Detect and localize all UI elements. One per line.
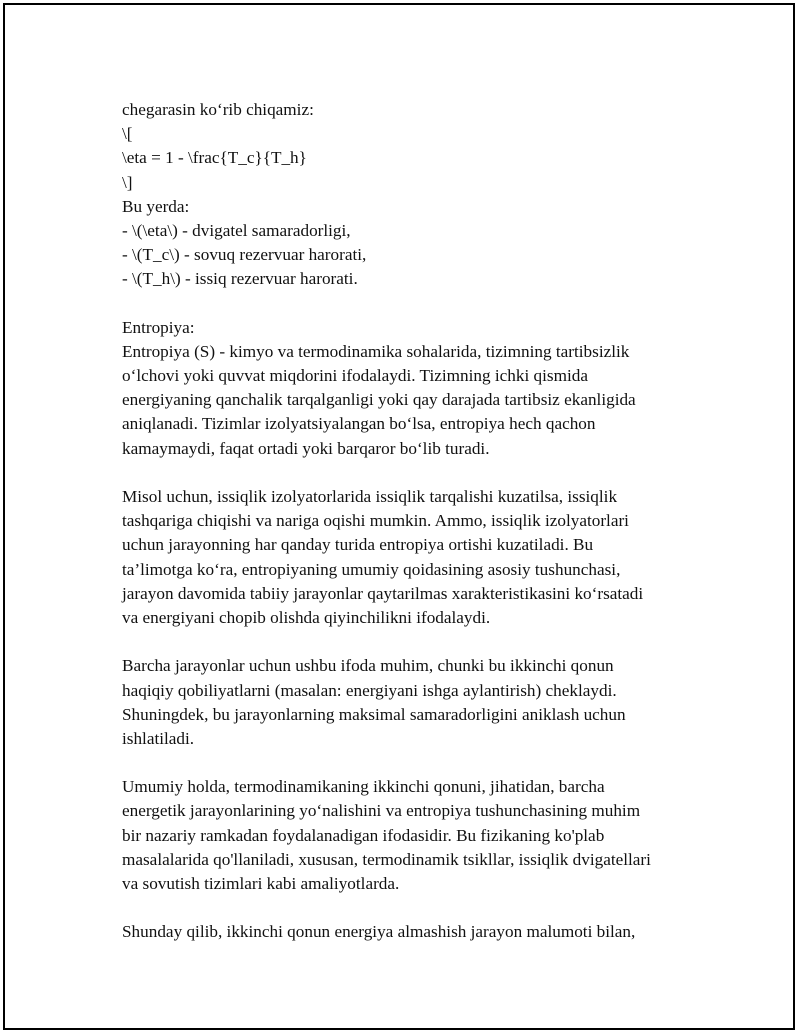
processes-line: Shuningdek, bu jarayonlarning maksimal samaradorligini aniklash uchun: [122, 704, 626, 724]
document-page: [3, 3, 795, 1030]
formula-open-bracket: \[: [122, 124, 133, 144]
intro-paragraph: [122, 98, 722, 292]
example-line: va energiyani chopib olishda qiyinchilikni ifodalaydi.: [122, 607, 491, 627]
definitions-label: Bu yerda:: [122, 196, 190, 216]
general-line: masalalarida qo'llaniladi, xususan, termodinamik tsikllar, issiqlik dvigatellari: [122, 849, 651, 869]
definition-item-tc: - \(T_c\) - sovuq rezervuar harorati,: [122, 245, 367, 265]
general-line: va sovutish tizimlari kabi amaliyotlarda.: [122, 874, 400, 893]
entropy-paragraph: [122, 316, 722, 461]
closing-line: Shunday qilib, ikkinchi qonun energiya almashish jarayon malumoti bilan,: [122, 922, 636, 942]
example-line: Misol uchun, issiqlik izolyatorlarida issiqlik tarqalishi kuzatilsa, issiqlik: [122, 487, 618, 506]
processes-line: ishlatiladi.: [122, 728, 195, 748]
general-line: Umumiy holda, termodinamikaning ikkinchi qonuni, jihatidan, barcha: [122, 777, 605, 797]
general-line: energetik jarayonlarining yo‘nalishini va entropiya tushunchasining muhim: [122, 801, 641, 821]
entropy-line: kamaymaydi, faqat ortadi yoki barqaror bo‘lib turadi.: [122, 438, 490, 458]
processes-line: haqiqiy qobiliyatlarni (masalan: energiyani ishga aylantirish) cheklaydi.: [122, 680, 617, 700]
example-line: tashqariga chiqishi va nariga oqishi mumkin. Ammo, issiqlik izolyatorlari: [122, 511, 629, 531]
entropy-line: Entropiya (S) - kimyo va termodinamika sohalarida, tizimning tartibsizlik: [122, 341, 630, 361]
processes-line: Barcha jarayonlar uchun ushbu ifoda muhim, chunki bu ikkinchi qonun: [122, 656, 614, 676]
definition-item-eta: - \(\eta\) - dvigatel samaradorligi,: [122, 220, 351, 240]
formula-close-bracket: \]: [122, 172, 133, 192]
entropy-line: o‘lchovi yoki quvvat miqdorini ifodalaydi. Tizimning ichki qismida: [122, 366, 588, 386]
efficiency-formula: \eta = 1 - \frac{T_c}{T_h}: [122, 148, 307, 168]
intro-line: chegarasin ko‘rib chiqamiz:: [122, 100, 314, 119]
entropy-line: aniqlanadi. Tizimlar izolyatsiyalangan bo‘lsa, entropiya hech qachon: [122, 414, 596, 434]
entropy-line: energiyaning qanchalik tarqalganligi yoki qay darajada tartibsiz ekanligida: [122, 390, 636, 410]
document-body: [122, 98, 722, 945]
definition-item-th: - \(T_h\) - issiq rezervuar harorati.: [122, 269, 358, 289]
example-line: ta’limotga ko‘ra, entropiyaning umumiy qoidasining asosiy tushunchasi,: [122, 559, 621, 579]
general-line: bir nazariy ramkadan foydalanadigan ifodasidir. Bu fizikaning ko'plab: [122, 825, 605, 845]
example-paragraph: [122, 485, 722, 630]
closing-paragraph: [122, 920, 722, 944]
processes-paragraph: [122, 654, 722, 751]
example-line: jarayon davomida tabiiy jarayonlar qaytarilmas xarakteristikasini ko‘rsatadi: [122, 583, 644, 603]
example-line: uchun jarayonning har qanday turida entropiya ortishi kuzatiladi. Bu: [122, 535, 594, 555]
entropy-heading: Entropiya:: [122, 317, 195, 337]
general-paragraph: [122, 775, 722, 896]
